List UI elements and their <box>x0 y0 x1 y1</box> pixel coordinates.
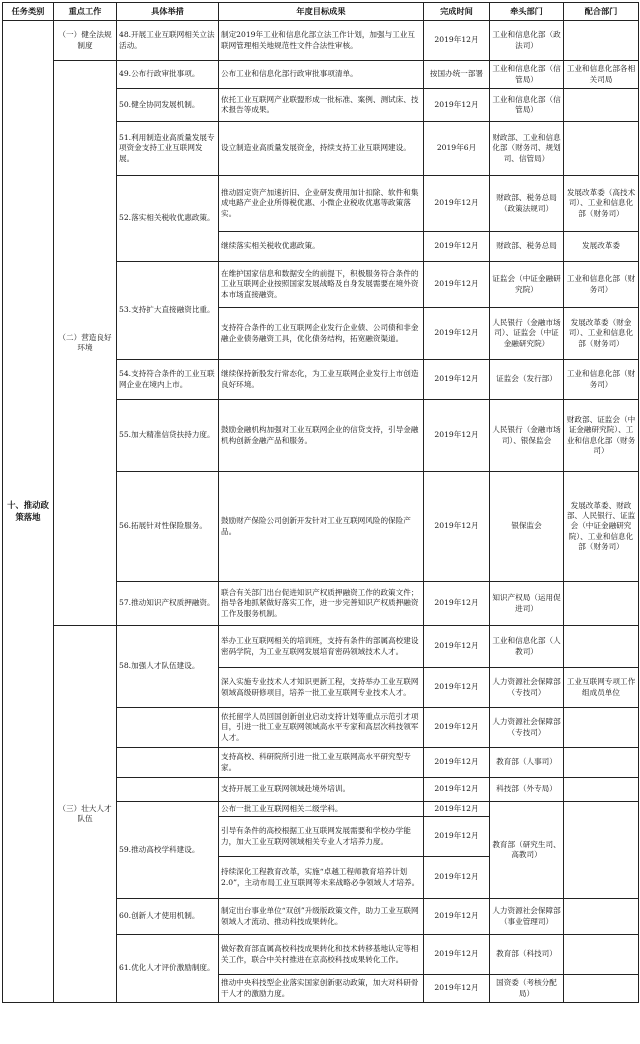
lead-dept-cell: 人力资源社会保障部（专技司） <box>490 708 564 748</box>
measure-52: 52.落实相关税收优惠政策。 <box>117 176 219 262</box>
goal-cell: 做好教育部直属高校科技成果转化和技术转移基地认定等相关工作，联合中关村推进在京高校科技成果转化工作。 <box>219 935 424 975</box>
time-cell: 2019年12月 <box>424 472 490 582</box>
header-focus-work: 重点工作 <box>54 3 117 21</box>
lead-dept-cell: 人力资源社会保障部（专技司） <box>490 668 564 708</box>
goal-cell: 深入实施专业技术人才知识更新工程，支持举办工业互联网领域高级研修项目，培养一批工业互联网专业技术人才。 <box>219 668 424 708</box>
coop-dept-cell: 财政部、证监会（中证金融研究院）、工业和信息化部（财务司） <box>564 400 639 472</box>
time-cell: 2019年12月 <box>424 582 490 626</box>
header-completion-time: 完成时间 <box>424 3 490 21</box>
time-cell: 2019年12月 <box>424 708 490 748</box>
lead-dept-cell: 银保监会 <box>490 472 564 582</box>
coop-dept-cell: 发展改革委 <box>564 232 639 262</box>
time-cell: 2019年12月 <box>424 668 490 708</box>
goal-cell: 举办工业互联网相关的培训班，支持有条件的部属高校建设密码学院，为工业互联网发展培育密码领域技术人才。 <box>219 626 424 668</box>
measure-48: 48.开展工业互联网相关立法活动。 <box>117 21 219 61</box>
table-row <box>3 21 639 61</box>
goal-cell: 制定出台事业单位“双创”升级版政策文件，助力工业互联网领域人才流动、推动科技成果转化。 <box>219 899 424 935</box>
time-cell: 2019年12月 <box>424 232 490 262</box>
lead-dept-cell: 科技部（外专局） <box>490 778 564 802</box>
goal-cell: 制定2019年工业和信息化部立法工作计划，加强与工业互联网管理相关地规范性文件合法性审核。 <box>219 21 424 61</box>
time-cell: 2019年12月 <box>424 89 490 122</box>
time-cell: 2019年12月 <box>424 899 490 935</box>
lead-dept-cell: 证监会（中证金融研究院） <box>490 262 564 308</box>
measure-60: 60.创新人才使用机制。 <box>117 899 219 935</box>
lead-dept-cell: 教育部（研究生司、高教司） <box>490 802 564 899</box>
lead-dept-cell: 工业和信息化部（政法司） <box>490 21 564 61</box>
measure-51: 51.利用制造业高质量发展专项资金支持工业互联网发展。 <box>117 122 219 176</box>
measure-56: 56.拓展针对性保险服务。 <box>117 472 219 582</box>
time-cell: 2019年12月 <box>424 975 490 1003</box>
table-header-row <box>3 3 639 21</box>
coop-dept-cell <box>564 802 639 899</box>
coop-dept-cell: 工业互联网专项工作组成员单位 <box>564 668 639 708</box>
coop-dept-cell: 工业和信息化部各相关司局 <box>564 61 639 89</box>
coop-dept-cell <box>564 935 639 975</box>
lead-dept-cell: 国资委（考核分配局） <box>490 975 564 1003</box>
focus-talent: （三）壮大人才队伍 <box>54 626 117 1003</box>
lead-dept-cell: 人民银行（金融市场司）、银保监会 <box>490 400 564 472</box>
measure-49: 49.公布行政审批事项。 <box>117 61 219 89</box>
lead-dept-cell: 人力资源社会保障部（事业管理司） <box>490 899 564 935</box>
goal-cell: 依托工业互联网产业联盟形成一批标准、案例、测试床、技术报告等成果。 <box>219 89 424 122</box>
lead-dept-cell: 财政部、税务总局 <box>490 232 564 262</box>
coop-dept-cell: 发展改革委、财政部、人民银行、证监会（中证金融研究院）、工业和信息化部（财务司） <box>564 472 639 582</box>
measure-54: 54.支持符合条件的工业互联网企业在境内上市。 <box>117 360 219 400</box>
goal-cell: 继续保持新股发行常态化，为工业互联网企业发行上市创造良好环境。 <box>219 360 424 400</box>
lead-dept-cell: 证监会（发行部） <box>490 360 564 400</box>
goal-cell: 推动固定资产加速折旧、企业研发费用加计扣除、软件和集成电路产业企业所得税优惠、小微企业税收优惠等政策落实。 <box>219 176 424 232</box>
measure-57: 57.推动知识产权质押融资。 <box>117 582 219 626</box>
coop-dept-cell <box>564 708 639 748</box>
measure-58-cont <box>117 708 219 748</box>
goal-cell: 支持高校、科研院所引进一批工业互联网高水平研究型专家。 <box>219 748 424 778</box>
goal-cell: 联合有关部门出台促进知识产权质押融资工作的政策文件；指导各地抓紧做好落实工作，进一步完善知识产权质押融资工作及服务机制。 <box>219 582 424 626</box>
coop-dept-cell <box>564 122 639 176</box>
measure-53: 53.支持扩大直接融资比重。 <box>117 262 219 360</box>
header-measure: 具体举措 <box>117 3 219 21</box>
coop-dept-cell <box>564 21 639 61</box>
time-cell: 2019年12月 <box>424 935 490 975</box>
table-row <box>3 61 639 89</box>
focus-legal-system: （一）健全法规制度 <box>54 21 117 61</box>
time-cell: 按国办统一部署 <box>424 61 490 89</box>
lead-dept-cell: 人民银行（金融市场司）、证监会（中证金融研究院） <box>490 308 564 360</box>
time-cell: 2019年12月 <box>424 817 490 857</box>
lead-dept-cell: 知识产权局（运用促进司） <box>490 582 564 626</box>
time-cell: 2019年12月 <box>424 308 490 360</box>
goal-cell: 继续落实相关税收优惠政策。 <box>219 232 424 262</box>
goal-cell: 推动中央科技型企业落实国家创新驱动政策，加大对科研骨干人才的激励力度。 <box>219 975 424 1003</box>
time-cell: 2019年12月 <box>424 360 490 400</box>
coop-dept-cell: 工业和信息化部（财务司） <box>564 360 639 400</box>
lead-dept-cell: 财政部、工业和信息化部（财务司、规划司、信管局） <box>490 122 564 176</box>
goal-cell: 依托留学人员回国创新创业启动支持计划等重点示范引才项目，引进一批工业互联网领域高水平专家和高层次科技领军人才。 <box>219 708 424 748</box>
coop-dept-cell <box>564 899 639 935</box>
coop-dept-cell <box>564 778 639 802</box>
time-cell: 2019年12月 <box>424 21 490 61</box>
goal-cell: 引导有条件的高校根据工业互联网发展需要和学校办学能力，加大工业互联网领域相关专业人才培养力度。 <box>219 817 424 857</box>
focus-environment: （二）营造良好环境 <box>54 61 117 626</box>
table-row <box>3 626 639 668</box>
lead-dept-cell: 工业和信息化部（人教司） <box>490 626 564 668</box>
header-annual-goal: 年度目标成果 <box>219 3 424 21</box>
goal-cell: 设立制造业高质量发展资金，持续支持工业互联网建设。 <box>219 122 424 176</box>
time-cell: 2019年12月 <box>424 626 490 668</box>
goal-cell: 持续深化工程教育改革，实施“卓越工程师教育培养计划2.0”，主动布局工业互联网等未来战略必争领域人才培养。 <box>219 857 424 899</box>
coop-dept-cell: 发展改革委（财金司）、工业和信息化部（财务司） <box>564 308 639 360</box>
time-cell: 2019年6月 <box>424 122 490 176</box>
goal-cell: 鼓励金融机构加强对工业互联网企业的信贷支持，引导金融机构创新金融产品和服务。 <box>219 400 424 472</box>
header-lead-dept: 牵头部门 <box>490 3 564 21</box>
measure-58-cont <box>117 778 219 802</box>
lead-dept-cell: 工业和信息化部（信管局） <box>490 89 564 122</box>
goal-cell: 公布一批工业互联网相关二级学科。 <box>219 802 424 817</box>
time-cell: 2019年12月 <box>424 262 490 308</box>
coop-dept-cell <box>564 748 639 778</box>
time-cell: 2019年12月 <box>424 857 490 899</box>
time-cell: 2019年12月 <box>424 748 490 778</box>
coop-dept-cell: 发展改革委（高技术司）、工业和信息化部（财务司） <box>564 176 639 232</box>
goal-cell: 在维护国家信息和数据安全的前提下，积极服务符合条件的工业互联网企业按照国家发展战略及自身发展需要在境外资本市场直接融资。 <box>219 262 424 308</box>
coop-dept-cell: 工业和信息化部（财务司） <box>564 262 639 308</box>
lead-dept-cell: 财政部、税务总局（政策法规司） <box>490 176 564 232</box>
goal-cell: 公布工业和信息化部行政审批事项清单。 <box>219 61 424 89</box>
measure-55: 55.加大精准信贷扶持力度。 <box>117 400 219 472</box>
measure-58: 58.加强人才队伍建设。 <box>117 626 219 708</box>
task-category-cell: 十、推动政策落地 <box>3 21 54 1003</box>
goal-cell: 支持开展工业互联网领域赴境外培训。 <box>219 778 424 802</box>
time-cell: 2019年12月 <box>424 400 490 472</box>
time-cell: 2019年12月 <box>424 802 490 817</box>
coop-dept-cell <box>564 975 639 1003</box>
time-cell: 2019年12月 <box>424 176 490 232</box>
measure-58-cont <box>117 748 219 778</box>
lead-dept-cell: 工业和信息化部（信管局） <box>490 61 564 89</box>
goal-cell: 鼓励财产保险公司创新开发针对工业互联网风险的保险产品。 <box>219 472 424 582</box>
time-cell: 2019年12月 <box>424 778 490 802</box>
goal-cell: 支持符合条件的工业互联网企业发行企业债、公司债和非金融企业债务融资工具，优化债务结构，拓宽融资渠道。 <box>219 308 424 360</box>
coop-dept-cell <box>564 89 639 122</box>
coop-dept-cell <box>564 582 639 626</box>
coop-dept-cell <box>564 626 639 668</box>
measure-61: 61.优化人才评价激励制度。 <box>117 935 219 1003</box>
header-coop-dept: 配合部门 <box>564 3 639 21</box>
lead-dept-cell: 教育部（科技司） <box>490 935 564 975</box>
header-task-category: 任务类别 <box>3 3 54 21</box>
measure-59: 59.推动高校学科建设。 <box>117 802 219 899</box>
lead-dept-cell: 教育部（人事司） <box>490 748 564 778</box>
measure-50: 50.健全协同发展机制。 <box>117 89 219 122</box>
policy-task-table <box>2 2 639 1003</box>
